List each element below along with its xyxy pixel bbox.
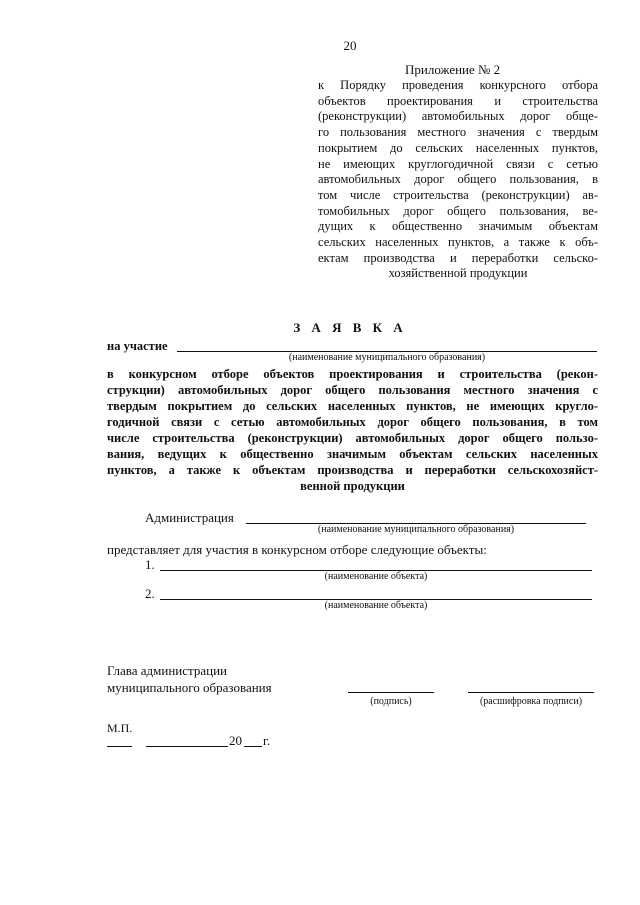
body-line: венной продукции	[300, 479, 405, 493]
form-title: З А Я В К А	[293, 320, 407, 335]
signature-caption: (подпись)	[370, 696, 412, 707]
presents-text: представляет для участия в конкурсном отборе следующие объекты:	[107, 542, 487, 557]
administration-label: Администрация	[145, 510, 234, 525]
appendix-title: Приложение № 2	[405, 62, 501, 77]
appendix-line: хозяйственной продукции	[388, 266, 528, 281]
form-body-text	[107, 366, 598, 494]
signature-decoding-field[interactable]	[468, 692, 594, 693]
appendix-line: не имеющих круглогодичной связи с сетью	[318, 156, 598, 171]
appendix-line: (реконструкции) автомобильных дорог обще-	[318, 109, 598, 124]
date-year-suffix: г.	[263, 733, 271, 748]
body-line: твердым покрытием до сельских населенных пунктов, не имеющих кругло-	[107, 399, 598, 413]
object-caption-1: (наименование объекта)	[324, 571, 428, 582]
body-line: годичной связи с сетью автомобильных дорог общего пользования, в том	[107, 415, 598, 429]
object-caption-2: (наименование объекта)	[324, 600, 428, 611]
head-title-line1: Глава администрации	[107, 663, 228, 678]
appendix-line: том числе строительства (реконструкции) ав-	[318, 187, 598, 202]
appendix-line: покрытием до сельских населенных пунктов,	[318, 140, 598, 155]
signature-field[interactable]	[348, 692, 434, 693]
participation-label: на участие	[107, 339, 168, 353]
appendix-text	[318, 78, 598, 282]
object-number: 2.	[145, 586, 155, 601]
appendix-line: го пользования местного значения с твердым	[318, 125, 598, 140]
date-day-field[interactable]	[107, 746, 132, 747]
seal-label: М.П.	[107, 721, 133, 735]
appendix-line: ектам производства и переработки сельско-	[318, 250, 598, 265]
appendix-line: сельских населенных пунктов, а также к объ-	[318, 235, 598, 250]
body-line: вания, ведущих к общественно значимым объектам сельских населенных	[107, 447, 598, 461]
date-year-field[interactable]	[244, 746, 262, 747]
object-number: 1.	[145, 557, 155, 572]
date-year-prefix: 20	[229, 733, 242, 748]
body-line: числе строительства (реконструкции) автомобильных дорог общего пользо-	[107, 431, 598, 445]
administration-caption: (наименование муниципального образования)	[317, 524, 515, 535]
body-line: в конкурсном отборе объектов проектирования и строительства (рекон-	[107, 367, 598, 381]
appendix-line: томобильных дорог общего пользования, ве-	[318, 203, 598, 218]
body-line: струкции) автомобильных дорог общего пользования местного значения с	[107, 383, 598, 397]
date-month-field[interactable]	[146, 746, 228, 747]
page-number: 20	[343, 38, 357, 53]
body-line: пунктов, а также к объектам производства и переработки сельскохозяйст-	[107, 463, 598, 477]
head-title-line2: муниципального образования	[107, 680, 272, 695]
appendix-line: автомобильных дорог общего пользования, в	[318, 172, 598, 187]
appendix-line: дущих к общественно значимым объектам	[318, 219, 598, 234]
appendix-line: объектов проектирования и строительства	[318, 93, 598, 108]
municipality-caption: (наименование муниципального образования)	[288, 352, 486, 363]
signature-decoding-caption: (расшифровка подписи)	[479, 696, 583, 707]
appendix-line: к Порядку проведения конкурсного отбора	[318, 78, 598, 92]
